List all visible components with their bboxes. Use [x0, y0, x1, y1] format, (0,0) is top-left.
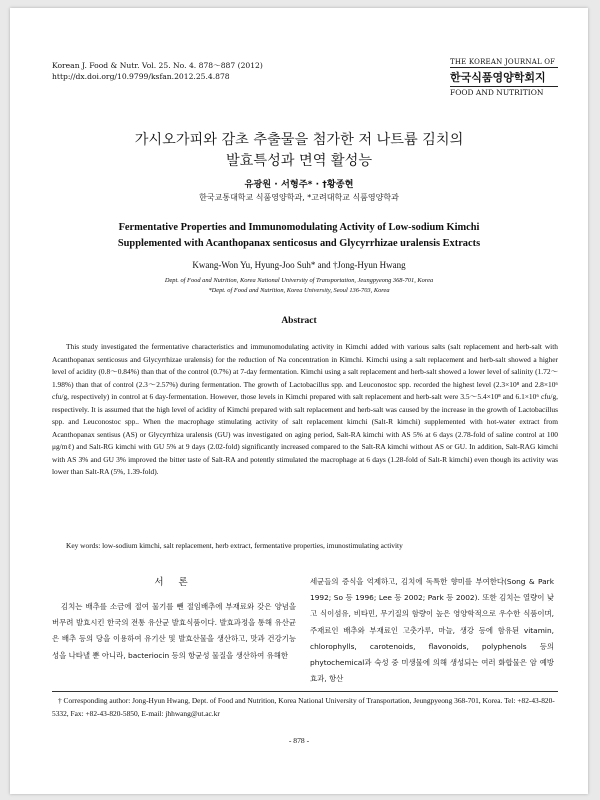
- korean-title: [10, 130, 588, 172]
- english-title-line1: Fermentative Properties and Immunomodulating Activity of Low-sodium Kimchi: [118, 222, 480, 233]
- english-title-line2: Supplemented with Acanthopanax senticosus and Glycyrrhizae uralensis Extracts: [117, 238, 481, 249]
- journal-info: [52, 60, 263, 82]
- journal-logo-korean: 한국식품영양학회지: [450, 71, 546, 84]
- abstract-text: This study investigated the fermentative characteristics and immunomodulating activity in Kimchi added with various salts (salt replacement and herb-salt with Acanthopanax senticosus and Glycyrrhizae uralensis) for the reduction of Na concentration in Kimchi. Kimchi using a salt replacement and herb-salt showed a higher level of acidity (0.8～0.84%) than that of the control (0.7%) at 7-day fermentation. Kimchi using a salt replacement and herb-salt showed a lower level of salinity (1.72～1.98%) than that of control (2.3～2.57%) during fermentation. The growth of Lactobacillus spp. and Leuconostoc spp. recorded the highest level (2.3×10⁸ and 2.8×10⁶ cfu/g, respectively) in control at 6 day-fermentation. However, those levels in Kimchi prepared with salt replacement and herb-salt were 3.5～5.4×10⁸ and 6.1×10⁶ cfu/g, respectively. It is assumed that the high level of acidity of Kimchi prepared with salt replacement and herb-salt was caused by the increase in the growth of Lactobacillus spp. and Leuconostoc spp.. When the macrophage stimulating activity of salt replacement kimchi (Salt-R kimchi) supplemented with hot-water extract from Acanthopanax sentisus (AS) or Glycyrrhiza uralensis (GU) was investigated on aging period, Salt-RA kimchi with AS 5% at 6 days (2.78-fold of saline control at 100 μg/mℓ) and Salt-RG kimchi with GU 5% at 9 days (2.02-fold) significantly increased compared to the Salt-RA kimchi without AS or GU. In addition, Salt-RAG kimchi with AS 3% and GU 3% improved the bitter taste of Salt-RA and potently stimulated the macrophage at 6 days (1.28-fold of Salt-R kimchi) even though its activity was lower than Salt-RA (5%, 1.39-fold).: [52, 342, 558, 477]
- english-authors: Kwang-Won Yu, Hyung-Joo Suh* and †Jong-Hyun Hwang: [192, 260, 406, 270]
- korean-title-line1: 가시오가피와 감초 추출물을 첨가한 저 나트륨 김치의: [134, 132, 464, 148]
- document-page: [10, 8, 588, 794]
- journal-logo-bottom: FOOD AND NUTRITION: [450, 88, 544, 97]
- abstract-heading: Abstract: [281, 316, 317, 326]
- keywords: Key words: low-sodium kimchi, salt replacement, herb extract, fermentative properties, imunostimulating activity: [66, 541, 403, 550]
- intro-column-2: 세균들의 증식을 억제하고, 김치에 독특한 향미를 부여한다(Song & Park 1992; So 등 1996; Lee 등 2002; Park 등 2002). 또한 김치는 열량이 낮고 식이섬유, 비타민, 무기질의 함량이 높은 영양학적으로 우수한 식품이며, 주재료인 배추와 부재료인 고춧가루, 마늘, 생강 등에 함유된 vitamin, chlorophylls, carotenoids, flavonoids, polyphenols 등의 phytochemical과 숙성 중 미생물에 의해 생성되는 여러 화합물은 암 예방 효과, 항산: [310, 577, 554, 684]
- english-affiliation-1: Dept. of Food and Nutrition, Korea National University of Transportation, Jeungpyeong 368-701, Korea: [164, 277, 434, 284]
- korean-affiliations: 한국교통대학교 식품영양학과, *고려대학교 식품영양학과: [199, 193, 399, 202]
- journal-logo: [450, 58, 558, 97]
- english-affiliations: [10, 276, 588, 296]
- logo-divider: [450, 67, 558, 68]
- corresponding-author-footnote: † Corresponding author: Jong-Hyun Hwang, Dept. of Food and Nutrition, Korea National University of Transportation, Jeungpyeong 368-701, Korea. Tel: +82-43-820-5332, Fax: +82-43-820-5850, E-mail: jhhwang@ut.ac.kr: [52, 696, 555, 718]
- english-title: [10, 220, 588, 252]
- journal-logo-top: THE KOREAN JOURNAL OF: [450, 58, 556, 66]
- logo-divider: [450, 86, 558, 87]
- journal-doi[interactable]: http://dx.doi.org/10.9799/ksfan.2012.25.4.878: [52, 72, 230, 81]
- journal-citation: Korean J. Food & Nutr. Vol. 25. No. 4. 878～887 (2012): [52, 61, 263, 70]
- section-heading-introduction: 서 론: [154, 577, 194, 588]
- footnote-divider: [52, 691, 558, 692]
- korean-title-line2: 발효특성과 면역 활성능: [225, 153, 373, 169]
- english-affiliation-2: *Dept. of Food and Nutrition, Korea University, Seoul 136-703, Korea: [208, 287, 390, 294]
- korean-authors: 유광원 · 서형주* · †황종현: [244, 179, 354, 190]
- page-number: - 878 -: [288, 736, 310, 745]
- intro-column-1: 김치는 배추를 소금에 절여 물기를 뺀 절임배추에 부재료와 갖은 양념을 버무려 발효시킨 한국의 전통 유산균 발효식품이다. 발효과정을 통해 유산균은 배추 등의 당을 이용하여 유기산 및 발효산물을 생산하고, 맛과 건강기능성을 나타낼 뿐 아니라, bacteriocin 등의 항균성 물질을 생산하여 유해한: [52, 602, 296, 660]
